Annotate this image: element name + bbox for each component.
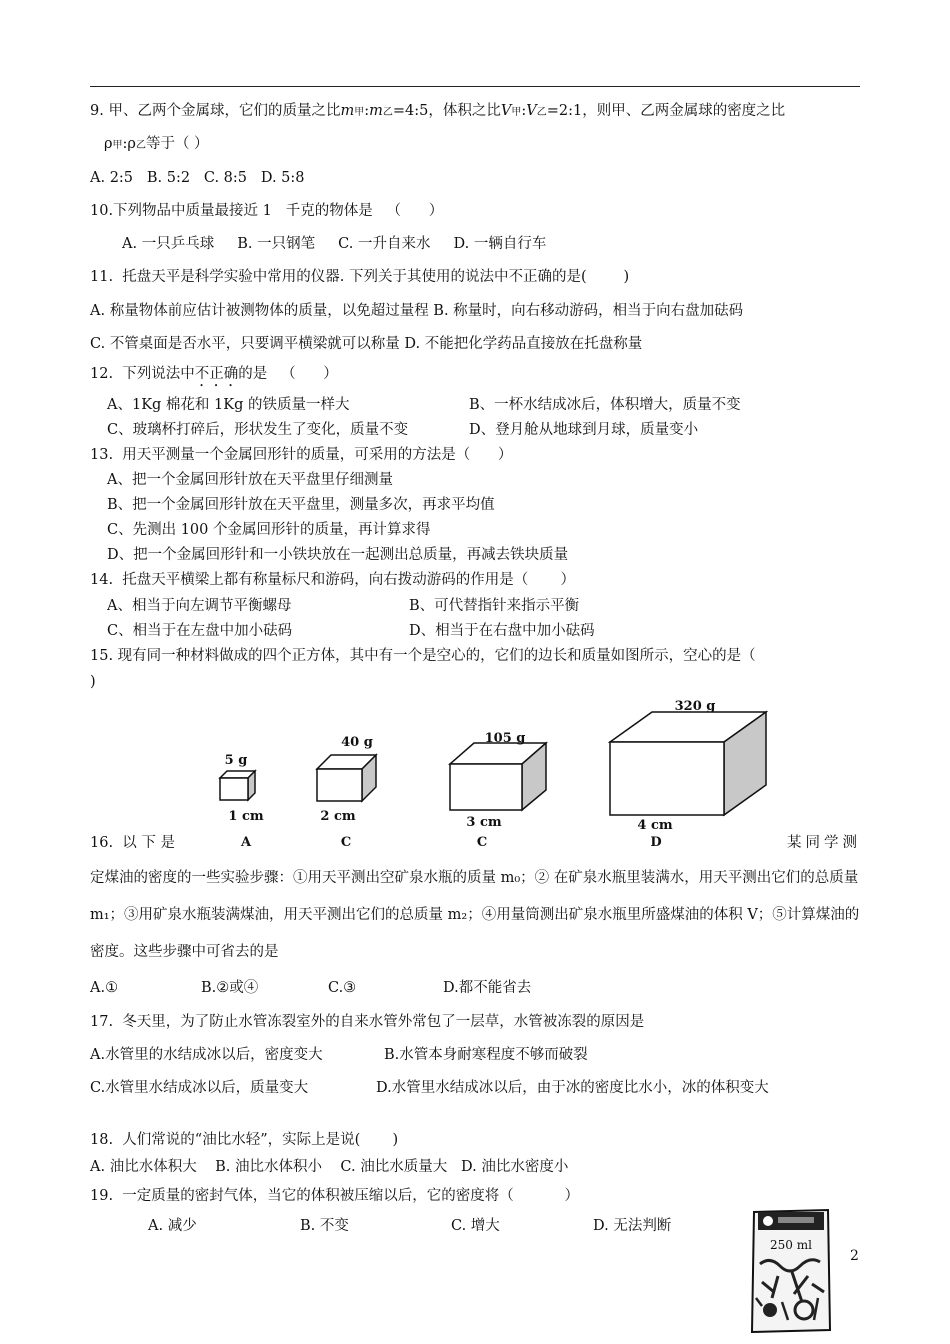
- cube-a-letter: A: [240, 835, 252, 850]
- q11-options-ab: A. 称量物体前应估计被测物体的质量，以免超过量程 B. 称量时，向右移动游码，相当于向右盘加砝码: [90, 303, 744, 319]
- q12-option-a: A、1Kg 棉花和 1Kg 的铁质量一样大: [107, 397, 350, 413]
- q14-option-b: B、可代替指针来指示平衡: [409, 598, 580, 614]
- q19-stem: 19. 一定质量的密封气体，当它的体积被压缩以后，它的密度将（ ）: [90, 1188, 579, 1204]
- q11-options-cd: C. 不管桌面是否水平，只要调平横梁就可以称量 D. 不能把化学药品直接放在托盘称量: [90, 336, 643, 352]
- emphasis-not-correct: 不正确: [194, 366, 239, 382]
- q17-option-c: C.水管里水结成冰以后，质量变大: [90, 1080, 309, 1096]
- cube-a: [220, 753, 264, 850]
- cube-a-mass: 5 g: [224, 753, 248, 768]
- q19-option-b: B. 不变: [300, 1218, 349, 1234]
- q16-option-a: A.①: [90, 980, 119, 996]
- q16-text: 定煤油的密度的一些实验步骤：①用天平测出空矿泉水瓶的质量 m₀；② 在矿泉水瓶里装满水，用天平测出它们的总质量 m₁；③用矿泉水瓶装满煤油，用天平测出它们的总质量 m₂；④用量筒测出矿泉水瓶里所盛煤油的体积 V；⑤计算煤油的密度。这些步骤中可省去的是: [90, 870, 860, 960]
- q12-option-b: B、一杯水结成冰后，体积增大，质量不变: [469, 397, 741, 413]
- q14-stem: 14. 托盘天平横梁上都有称量标尺和游码，向右拨动游码的作用是（ ）: [90, 572, 576, 588]
- q13-option-c: C、先测出 100 个金属回形针的质量，再计算求得: [107, 522, 431, 538]
- cube-d: [610, 699, 766, 850]
- q11-stem: 11. 托盘天平是科学实验中常用的仪器. 下列关于其使用的说法中不正确的是( ): [90, 269, 630, 285]
- cube-c-mass: 105 g: [484, 731, 526, 746]
- header-rule: [90, 86, 860, 87]
- cube-b: [317, 735, 376, 850]
- q12-option-c: C、玻璃杯打碎后，形状发生了变化，质量不变: [107, 422, 409, 438]
- q13-option-a: A、把一个金属回形针放在天平盘里仔细测量: [107, 472, 393, 488]
- q17-stem: 17. 冬天里，为了防止水管冻裂室外的自来水管外常包了一层草，水管被冻裂的原因是: [90, 1014, 645, 1030]
- q10-options: A. 一只乒乓球 B. 一只钢笔 C. 一升自来水 D. 一辆自行车: [122, 236, 547, 252]
- q16-option-d: D.都不能省去: [443, 980, 532, 996]
- cube-b-mass: 40 g: [341, 735, 373, 750]
- q19-option-c: C. 增大: [451, 1218, 500, 1234]
- q9-stem-line1: 9. 甲、乙两个金属球，它们的质量之比m甲:m乙=4:5，体积之比V甲:V乙=2:1，则甲、乙两金属球的密度之比: [90, 103, 786, 119]
- bottle-volume-label: 250 ml: [770, 1238, 812, 1252]
- cube-d-letter: D: [650, 835, 662, 850]
- q19-option-d: D. 无法判断: [593, 1218, 672, 1234]
- q17-option-b: B.水管本身耐寒程度不够而破裂: [384, 1047, 588, 1063]
- cube-c: [450, 731, 546, 850]
- cube-c-letter: C: [476, 835, 488, 850]
- q16-lead: 16. 以 下 是: [90, 835, 175, 851]
- q18-stem: 18. 人们常说的“油比水轻”，实际上是说( ): [90, 1132, 399, 1148]
- q13-option-b: B、把一个金属回形针放在天平盘里，测量多次，再求平均值: [107, 497, 495, 513]
- q14-option-a: A、相当于向左调节平衡螺母: [107, 598, 292, 614]
- q15-stem-close: ): [90, 674, 96, 690]
- cube-b-letter: C: [340, 835, 352, 850]
- q18-options: A. 油比水体积大 B. 油比水体积小 C. 油比水质量大 D. 油比水密度小: [90, 1159, 569, 1175]
- q16-option-c: C.③: [328, 980, 357, 996]
- q19-option-a: A. 减少: [148, 1218, 197, 1234]
- cube-c-edge: 3 cm: [466, 815, 502, 830]
- q10-stem: 10.下列物品中质量最接近 1 千克的物体是 （ ）: [90, 203, 444, 219]
- q16-option-b: B.②或④: [201, 980, 259, 996]
- q9-stem-line2: ρ甲:ρ乙等于（ ）: [104, 136, 209, 152]
- q9-options: A. 2:5 B. 5:2 C. 8:5 D. 5:8: [90, 170, 305, 186]
- cube-b-edge: 2 cm: [320, 809, 356, 824]
- q14-option-c: C、相当于在左盘中加小砝码: [107, 623, 293, 639]
- mineral-water-bottle-image: [748, 1206, 834, 1336]
- q16-lead-right: 某同学测: [787, 835, 861, 851]
- q15-stem: 15. 现有同一种材料做成的四个正方体，其中有一个是空心的，它们的边长和质量如图所示，空心的是（: [90, 648, 756, 664]
- q17-option-a: A.水管里的水结成冰以后，密度变大: [90, 1047, 323, 1063]
- q12-option-d: D、登月舱从地球到月球，质量变小: [469, 422, 699, 438]
- page-number: 2: [850, 1248, 859, 1264]
- cube-d-mass: 320 g: [674, 699, 716, 714]
- q17-option-d: D.水管里水结成冰以后，由于冰的密度比水小，冰的体积变大: [376, 1080, 769, 1096]
- cubes-figure: [200, 690, 800, 860]
- q13-stem: 13. 用天平测量一个金属回形针的质量，可采用的方法是（ ）: [90, 447, 513, 463]
- q12-stem: 12. 下列说法中不正确的是 （ ）: [90, 366, 338, 382]
- q14-option-d: D、相当于在右盘中加小砝码: [409, 623, 595, 639]
- q13-option-d: D、把一个金属回形针和一小铁块放在一起测出总质量，再减去铁块质量: [107, 547, 569, 563]
- cube-a-edge: 1 cm: [228, 809, 264, 824]
- cube-d-edge: 4 cm: [637, 818, 673, 833]
